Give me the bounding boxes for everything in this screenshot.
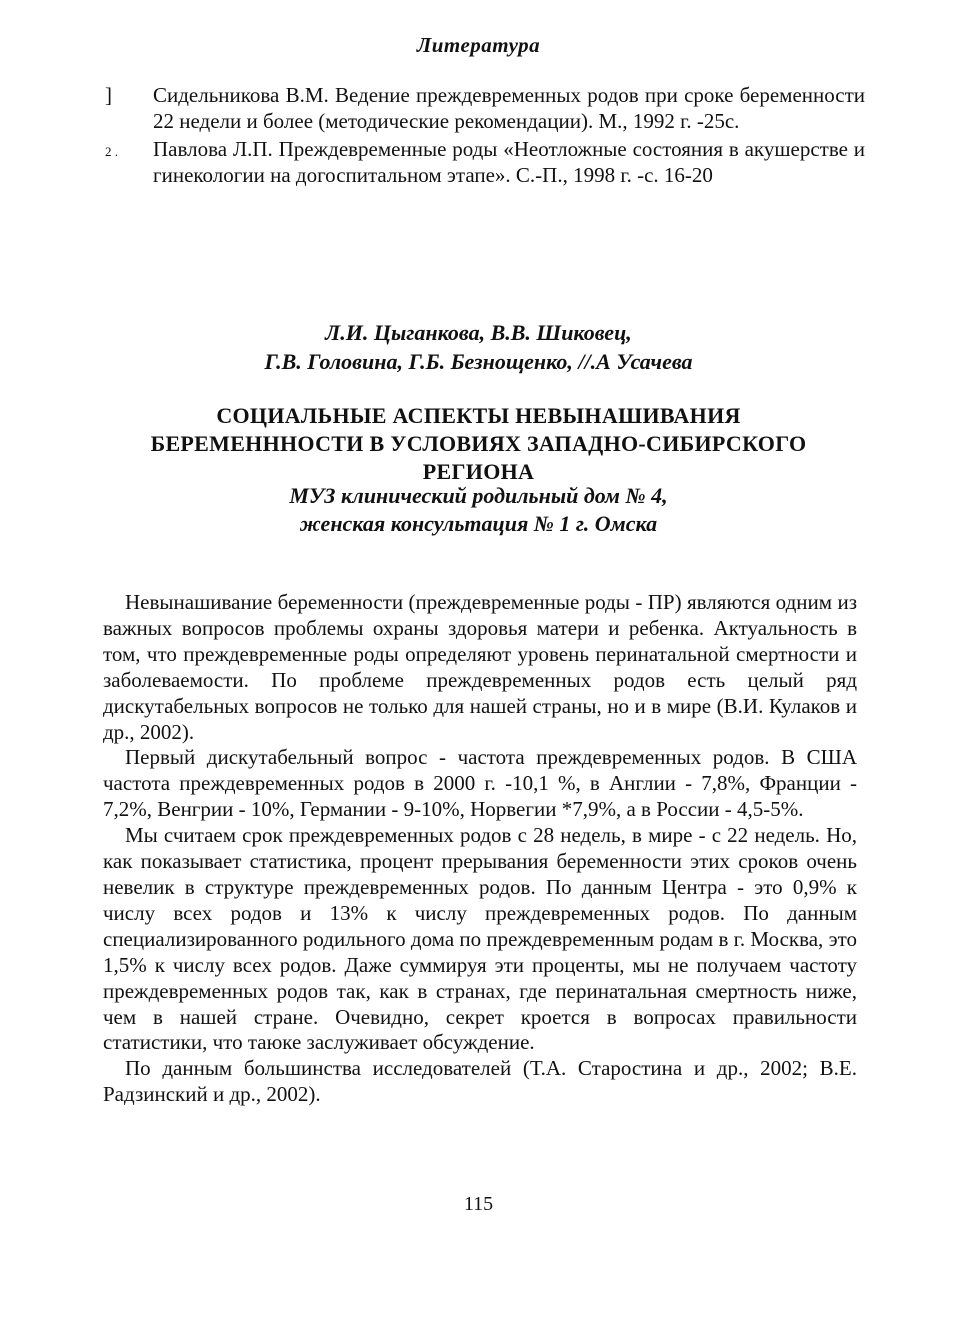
reference-item	[105, 136, 865, 188]
title-line: БЕРЕМЕНННОСТИ В УСЛОВИЯХ ЗАПАДНО-СИБИРСКОГО	[150, 431, 807, 456]
body-paragraph: Невынашивание беременности (преждевременные роды - ПР) являются одним из важных вопросов проблемы охраны здоровья матери и ребенка. Актуальность в том, что преждевременные роды определяют уровень перинатальной смертности и заболеваемости. По проблеме преждевременных родов есть целый ряд дискутабельных вопросов не только для нашей страны, но и в мире (В.И. Кулаков и др., 2002).	[103, 590, 857, 744]
article-title	[0, 402, 957, 486]
reference-text: Павлова Л.П. Преждевременные роды «Неотложные состояния в акушерстве и гинекологии на догоспитальном этапе». С.-П., 1998 г. -с. 16-20	[153, 137, 865, 187]
affiliation-line: женская консультация № 1 г. Омска	[299, 511, 658, 536]
article-authors	[0, 318, 957, 376]
body-paragraph: Первый дискутабельный вопрос - частота преждевременных родов. В США частота преждевременных родов в 2000 г. -10,1 %, в Англии - 7,8%, Франции - 7,2%, Венгрии - 10%, Германии - 9-10%, Норвегии *7,9%, а в России - 4,5-5%.	[103, 745, 857, 822]
literature-heading: Литература	[416, 33, 541, 57]
reference-item	[105, 82, 865, 134]
body-paragraph: По данным большинства исследователей (Т.А. Старостина и др., 2002; В.Е. Радзинский и др., 2002).	[103, 1056, 857, 1107]
authors-line: Л.И. Цыганкова, В.В. Шиковец,	[325, 320, 632, 345]
authors-line: Г.В. Головина, Г.Б. Безнощенко, //.А Усачева	[264, 349, 693, 374]
page-number: 115	[463, 1193, 494, 1215]
affiliation-line: МУЗ клинический родильный дом № 4,	[289, 483, 668, 508]
article-affiliation	[0, 482, 957, 538]
reference-list	[105, 82, 865, 190]
title-line: РЕГИОНА	[422, 459, 535, 484]
title-line: СОЦИАЛЬНЫЕ АСПЕКТЫ НЕВЫНАШИВАНИЯ	[216, 403, 741, 428]
reference-text: Сидельникова В.М. Ведение преждевременных родов при сроке беременности 22 недели и более (методические рекомендации). М., 1992 г. -25с.	[153, 83, 865, 133]
article-body	[103, 590, 857, 1108]
body-paragraph: Мы считаем срок преждевременных родов с 28 недель, в мире - с 22 недель. Но, как показывает статистика, процент прерывания беременности этих сроков очень невелик в структуре преждевременных родов. По данным Центра - это 0,9% к числу всех родов и 13% к числу преждевременных родов. По данным специализированного родильного дома по преждевременным родам в г. Москва, это 1,5% к числу всех родов. Даже суммируя эти проценты, мы не получаем частоту преждевременных родов так, как в странах, где перинатальная смертность ниже, чем в нашей стране. Очевидно, секрет кроется в вопросах правильности статистики, что таюке заслуживает обсуждение.	[103, 823, 857, 1055]
reference-number: ]	[105, 83, 112, 107]
reference-number: 2 .	[105, 144, 118, 159]
